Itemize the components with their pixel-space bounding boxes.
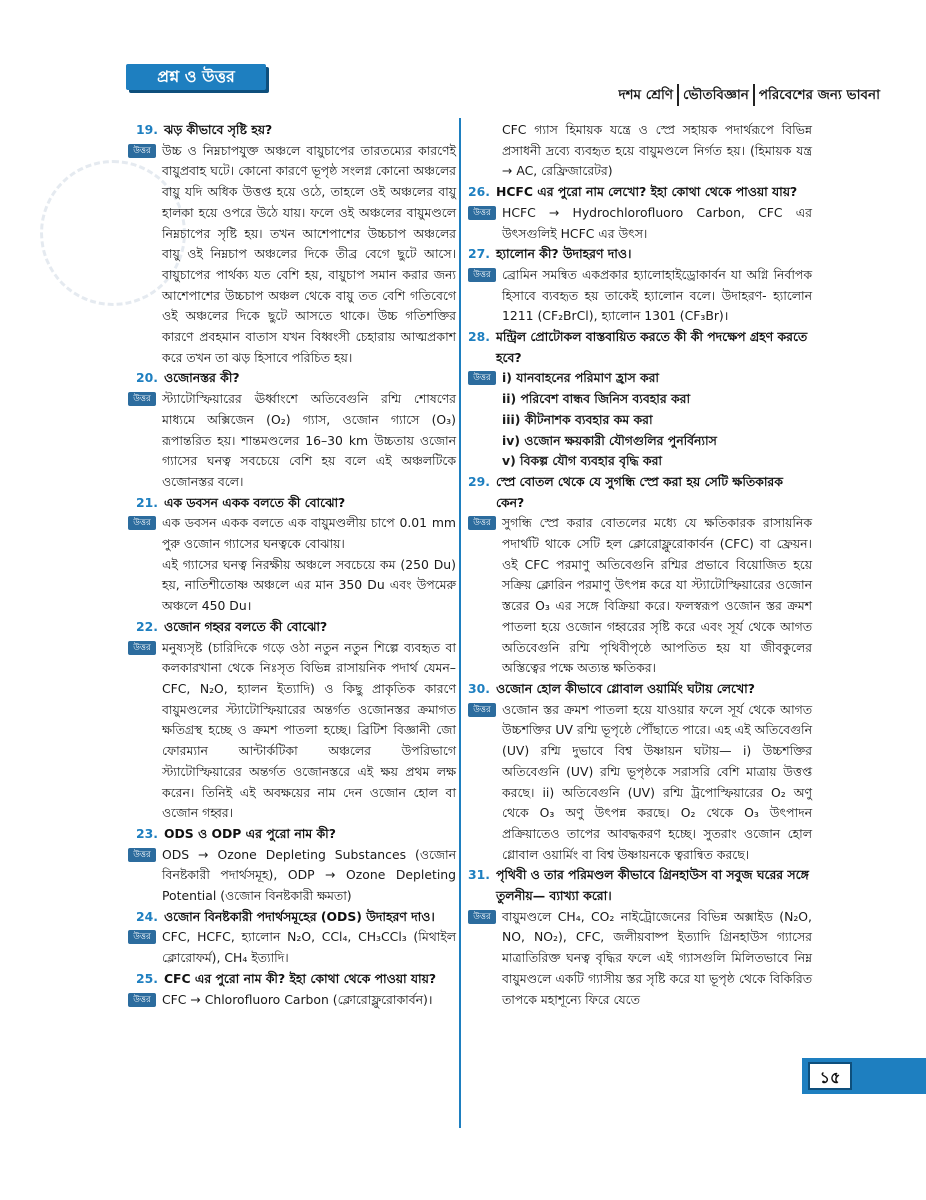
question [128, 824, 456, 845]
answer-tag: উত্তর [128, 930, 156, 944]
question-number: 27. [468, 246, 490, 262]
qa-item [128, 617, 456, 824]
qa-item [128, 120, 456, 368]
answer-text: বায়ুমণ্ডলে CH₄, CO₂ নাইট্রোজেনের বিভিন্ন অক্সাইড (N₂O, NO, NO₂), CFC, জলীয়বাষ্প ইত্যাদি গ্রিনহাউস গ্যাসের মাত্রাতিরিক্ত ঘনত্ব বৃদ্ধির ফলে এই গ্যাসগুলি মিলিতভাবে নিম্ন বায়ুমণ্ডলে একটি গ্যাসীয় স্তর সৃষ্টি করে যা ভূপৃষ্ঠ থেকে বিকিরিত তাপকে মহাশূন্যে ফিরে যেতে [502, 908, 812, 1007]
answer [128, 389, 456, 493]
section-badge: প্রশ্ন ও উত্তর [126, 64, 266, 90]
answer-tag: উত্তর [468, 516, 496, 530]
answer-text: এই গ্যাসের ঘনত্ব নিরক্ষীয় অঞ্চলে সবচেয়ে কম (250 Du) হয়, নাতিশীতোষ্ণ অঞ্চলে এর মান 350 Du এবং উপমেরু অঞ্চলে 450 Du। [162, 556, 456, 614]
question-text: স্প্রে বোতল থেকে যে সুগন্ধি স্প্রে করা হয় সেটি ক্ষতিকারক কেন? [495, 473, 783, 510]
answer [128, 638, 456, 824]
answer-tag: উত্তর [468, 268, 496, 282]
answer-text: এক ডবসন একক বলতে এক বায়ুমণ্ডলীয় চাপে 0.01 mm পুরু ওজোন গ্যাসের ঘনত্বকে বোঝায়। [162, 515, 456, 552]
question [468, 472, 812, 513]
answer-tag: উত্তর [468, 206, 496, 220]
question-text: হ্যালোন কী? উদাহরণ দাও। [495, 246, 632, 262]
answer-tag: উত্তর [468, 703, 496, 717]
answer-tag: উত্তর [468, 371, 496, 385]
question [128, 493, 456, 514]
answer-text: সুগন্ধি স্প্রে করার বোতলের মধ্যে যে ক্ষতিকারক রাসায়নিক পদার্থটি থাকে সেটি হল ক্লোরোফ্লুরোকার্বন (CFC) বা ফ্রেয়ন। ওই CFC পরমাণু অতিবেগুনি রশ্মির প্রভাবে বিয়োজিত হয়ে সক্রিয় ক্লোরিন পরমাণু উৎপন্ন করে যা স্ট্যাটোস্ফিয়ারের ওজোন স্তরের O₃ এর সঙ্গে বিক্রিয়া করে। ফলস্বরূপ ওজোন স্তর ক্রমশ পাতলা হয়ে ওজোন গহ্বরের সৃষ্টি করে এবং সূর্য থেকে আগত অতিবেগুনি রশ্মি পৃথিবীপৃষ্ঠে আপতিত হয় যা জীবকুলের অস্তিত্বের পক্ষে অত্যন্ত ক্ষতিকর। [502, 515, 812, 676]
answer-list-item: v) বিকল্প যৌগ ব্যবহার বৃদ্ধি করা [502, 453, 663, 469]
answer-text: ব্রোমিন সমন্বিত একপ্রকার হ্যালোহাইড্রোকার্বন যা অগ্নি নির্বাপক হিসাবে ব্যবহৃত হয় তাকেই হ্যালোন বলে। উদাহরণ- হ্যালোন 1211 (CF₂BrCl), হ্যালোন 1301 (CF₃Br)। [502, 266, 812, 324]
qa-item [468, 865, 812, 1010]
question [468, 327, 812, 368]
question [468, 182, 812, 203]
header-subject: ভৌতবিজ্ঞান [683, 87, 749, 103]
column-divider [459, 118, 461, 1128]
running-header [618, 84, 880, 107]
question-text: ওজোন বিনষ্টকারী পদার্থসমূহের (ODS) উদাহরণ দাও। [163, 908, 435, 924]
page-number: ১৫ [808, 1062, 852, 1090]
qa-item [468, 182, 812, 244]
left-column [128, 120, 456, 1010]
qa-item [468, 472, 812, 679]
answer [468, 513, 812, 679]
answer [468, 203, 812, 244]
answer-list-item: iii) কীটনাশক ব্যবহার কম করা [502, 411, 653, 427]
question-text: HCFC এর পুরো নাম লেখো? ইহা কোথা থেকে পাওয়া যায়? [495, 184, 798, 200]
question-text: CFC এর পুরো নাম কী? ইহা কোথা থেকে পাওয়া যায়? [163, 970, 437, 986]
question-number: 28. [468, 329, 490, 345]
answer-text: ODS → Ozone Depleting Substances (ওজোন বিনষ্টকারী পদার্থসমূহ), ODP → Ozone Depleting Potential (ওজোন বিনষ্টকারী ক্ষমতা) [162, 846, 456, 904]
answer-tag: উত্তর [128, 144, 156, 158]
question [128, 120, 456, 141]
continued-answer-text: CFC গ্যাস হিমায়ক যন্ত্রে ও স্প্রে সহায়ক পদার্থরূপে বিভিন্ন প্রসাধনী দ্রব্যে ব্যবহৃত হয়ে বায়ুমণ্ডলে নির্গত হয়। (হিমায়ক যন্ত্র → AC, রেফ্রিজারেটর) [502, 122, 812, 179]
continued-answer [468, 120, 812, 182]
right-column [468, 120, 812, 1010]
question [468, 679, 812, 700]
question-number: 25. [136, 970, 158, 986]
question [128, 969, 456, 990]
answer-text: স্ট্যাটোস্ফিয়ারের ঊর্ধ্বাংশে অতিবেগুনি রশ্মি শোষণের মাধ্যমে অক্সিজেন (O₂) গ্যাস, ওজোন গ্যাসে (O₃) রূপান্তরিত হয়। শান্তমণ্ডলের 16–30 km উচ্চতায় ওজোন গ্যাসের ঘনত্ব সবচেয়ে বেশি হয় বলে এই অঞ্চলটিকে ওজোনস্তর বলে। [162, 391, 456, 489]
qa-item [468, 327, 812, 472]
answer [468, 368, 812, 472]
question [128, 368, 456, 389]
question-text: ODS ও ODP এর পুরো নাম কী? [163, 825, 336, 841]
question [128, 617, 456, 638]
question-text: ঝড় কীভাবে সৃষ্টি হয়? [163, 122, 273, 137]
question-number: 31. [468, 867, 490, 883]
answer-tag: উত্তর [468, 910, 496, 924]
question-number: 19. [136, 122, 158, 137]
answer [468, 907, 812, 1011]
page-number-tab [802, 1058, 926, 1094]
question-number: 29. [468, 473, 490, 489]
question-number: 23. [136, 825, 158, 841]
answer [128, 927, 456, 968]
answer-tag: উত্তর [128, 848, 156, 862]
qa-item [128, 969, 456, 1010]
answer-tag: উত্তর [128, 516, 156, 530]
question [468, 865, 812, 906]
question-number: 30. [468, 680, 490, 696]
question-text: ওজোন গহ্বর বলতে কী বোঝো? [163, 618, 328, 634]
answer-list-item: i) যানবাহনের পরিমাণ হ্রাস করা [502, 370, 660, 386]
question-number: 26. [468, 184, 490, 200]
question-text: মন্ট্রিল প্রোটোকল বাস্তবায়িত করতে কী কী পদক্ষেপ গ্রহণ করতে হবে? [495, 329, 808, 365]
qa-item [128, 493, 456, 617]
question [468, 244, 812, 265]
answer [128, 513, 456, 617]
header-chapter: পরিবেশের জন্য ভাবনা [758, 87, 880, 103]
answer [468, 700, 812, 866]
qa-item [128, 824, 456, 907]
answer-tag: উত্তর [128, 392, 156, 406]
answer-text: CFC, HCFC, হ্যালোন N₂O, CCl₄, CH₃CCl₃ (মিথাইল ক্লোরোফর্ম), CH₄ ইত্যাদি। [162, 929, 456, 966]
header-class: দশম শ্রেণি [618, 87, 674, 103]
answer-text: CFC → Chlorofluoro Carbon (ক্লোরোফ্লুরোকার্বন)। [162, 991, 433, 1007]
answer-text: HCFC → Hydrochlorofluoro Carbon, CFC এর উৎসগুলিই HCFC এর উৎস। [502, 204, 812, 241]
question-number: 22. [136, 618, 158, 634]
qa-item [128, 907, 456, 969]
answer-text: ওজোন স্তর ক্রমশ পাতলা হয়ে যাওয়ার ফলে সূর্য থেকে আগত উচ্চশক্তির UV রশ্মি ভূপৃষ্ঠে পৌঁছাতে পারে। এহ এই অতিবেগুনি (UV) রশ্মি দুভাবে বিশ্ব উষ্ণায়ন ঘটায়— i) উচ্চশক্তির অতিবেগুনি (UV) রশ্মি ভূপৃষ্ঠকে সরাসরি বেশি মাত্রায় উত্তপ্ত করছে। ii) অতিবেগুনি (UV) রশ্মি ট্রপোস্ফিয়ারের O₂ অণু থেকে O₃ অণু উৎপন্ন করছে। O₂ থেকে O₃ উৎপাদন প্রক্রিয়াতেও তাপের আবদ্ধকরণ হচ্ছে। সুতরাং ওজোন হোল গ্লোবাল ওয়ার্মিং বা বিশ্ব উষ্ণায়নকে ত্বরান্বিত করছে। [502, 701, 812, 862]
answer [128, 845, 456, 907]
header-separator [677, 84, 679, 106]
answer-tag: উত্তর [128, 641, 156, 655]
question-text: এক ডবসন একক বলতে কী বোঝো? [163, 494, 346, 510]
question-number: 20. [136, 370, 158, 386]
qa-item [468, 244, 812, 327]
question [128, 907, 456, 928]
question-number: 24. [136, 908, 158, 924]
answer-text: মনুষ্যসৃষ্ট (চারিদিকে গড়ে ওঠা নতুন নতুন শিল্পে ব্যবহৃত বা কলকারখানা থেকে নিঃসৃত বিভিন্ন রাসায়নিক পদার্থ যেমন– CFC, N₂O, হ্যালন ইত্যাদি) ও কিছু প্রাকৃতিক কারণে বায়ুমণ্ডলের স্ট্যাটোস্ফিয়ারের অন্তর্গত ওজোনস্তর ক্রমাগত ক্ষতিগ্রস্থ হচ্ছে ও ক্রমশ পাতলা হচ্ছে। ব্রিটিশ বিজ্ঞানী জো ফোরম্যান আন্টার্কটিকা অঞ্চলের উপরিভাগে স্ট্যাটোস্ফিয়ারের অন্তর্গত ওজোনস্তরে এই ক্ষয় প্রথম লক্ষ করেন। তিনিই এই অবক্ষয়ের নাম দেন ওজোন হোল বা ওজোন গহ্বর। [162, 639, 456, 821]
answer [128, 990, 456, 1011]
question-text: ওজোনস্তর কী? [163, 370, 240, 386]
question-text: পৃথিবী ও তার পরিমণ্ডল কীভাবে গ্রিনহাউস বা সবুজ ঘরের সঙ্গে তুলনীয়— ব্যাখ্যা করো। [495, 867, 809, 904]
header-separator [753, 84, 755, 106]
answer-tag: উত্তর [128, 993, 156, 1007]
qa-item [468, 679, 812, 865]
qa-item [128, 368, 456, 492]
answer-text: উচ্চ ও নিম্নচাপযুক্ত অঞ্চলে বায়ুচাপের তারতম্যের কারণেই বায়ুপ্রবাহ ঘটে। কোনো কারণে ভূপৃষ্ঠ সংলগ্ন কোনো অঞ্চলের বায়ু যদি অধিক উত্তপ্ত হয়ে ওঠে, তাহলে ওই অঞ্চলের বায়ু হালকা হয়ে ওপরে উঠে যায়। ফলে ওই অঞ্চলের বায়ুমণ্ডলে নিম্নচাপের সৃষ্টি হয়। তখন আশেপাশের উচ্চচাপ অঞ্চলের বায়ু ওই নিম্নচাপ অঞ্চলের দিকে তীব্র বেগে ছুটে আসে। বায়ুচাপের পার্থক্য যত বেশি হয়, বায়ুচাপ সমান করার জন্য আশেপাশের উচ্চচাপ অঞ্চল থেকে বায়ু তত বেশি গতিবেগে ওই অঞ্চলের দিকে ছুটে আসতে থাকে। উচ্চ গতিশক্তির কারণে প্রবহমান বাতাস যখন বিধ্বংসী চেহারায় আত্মপ্রকাশ করে তখন তা ঝড় হিসাবে পরিচিত হয়। [162, 142, 456, 365]
answer [128, 141, 456, 369]
question-number: 21. [136, 494, 158, 510]
answer [468, 265, 812, 327]
question-text: ওজোন হোল কীভাবে গ্লোবাল ওয়ার্মিং ঘটায় লেখো? [495, 680, 755, 696]
answer-list-item: ii) পরিবেশ বান্ধব জিনিস ব্যবহার করা [502, 391, 691, 407]
answer-list-item: iv) ওজোন ক্ষয়কারী যৌগগুলির পুনর্বিন্যাস [502, 432, 717, 448]
